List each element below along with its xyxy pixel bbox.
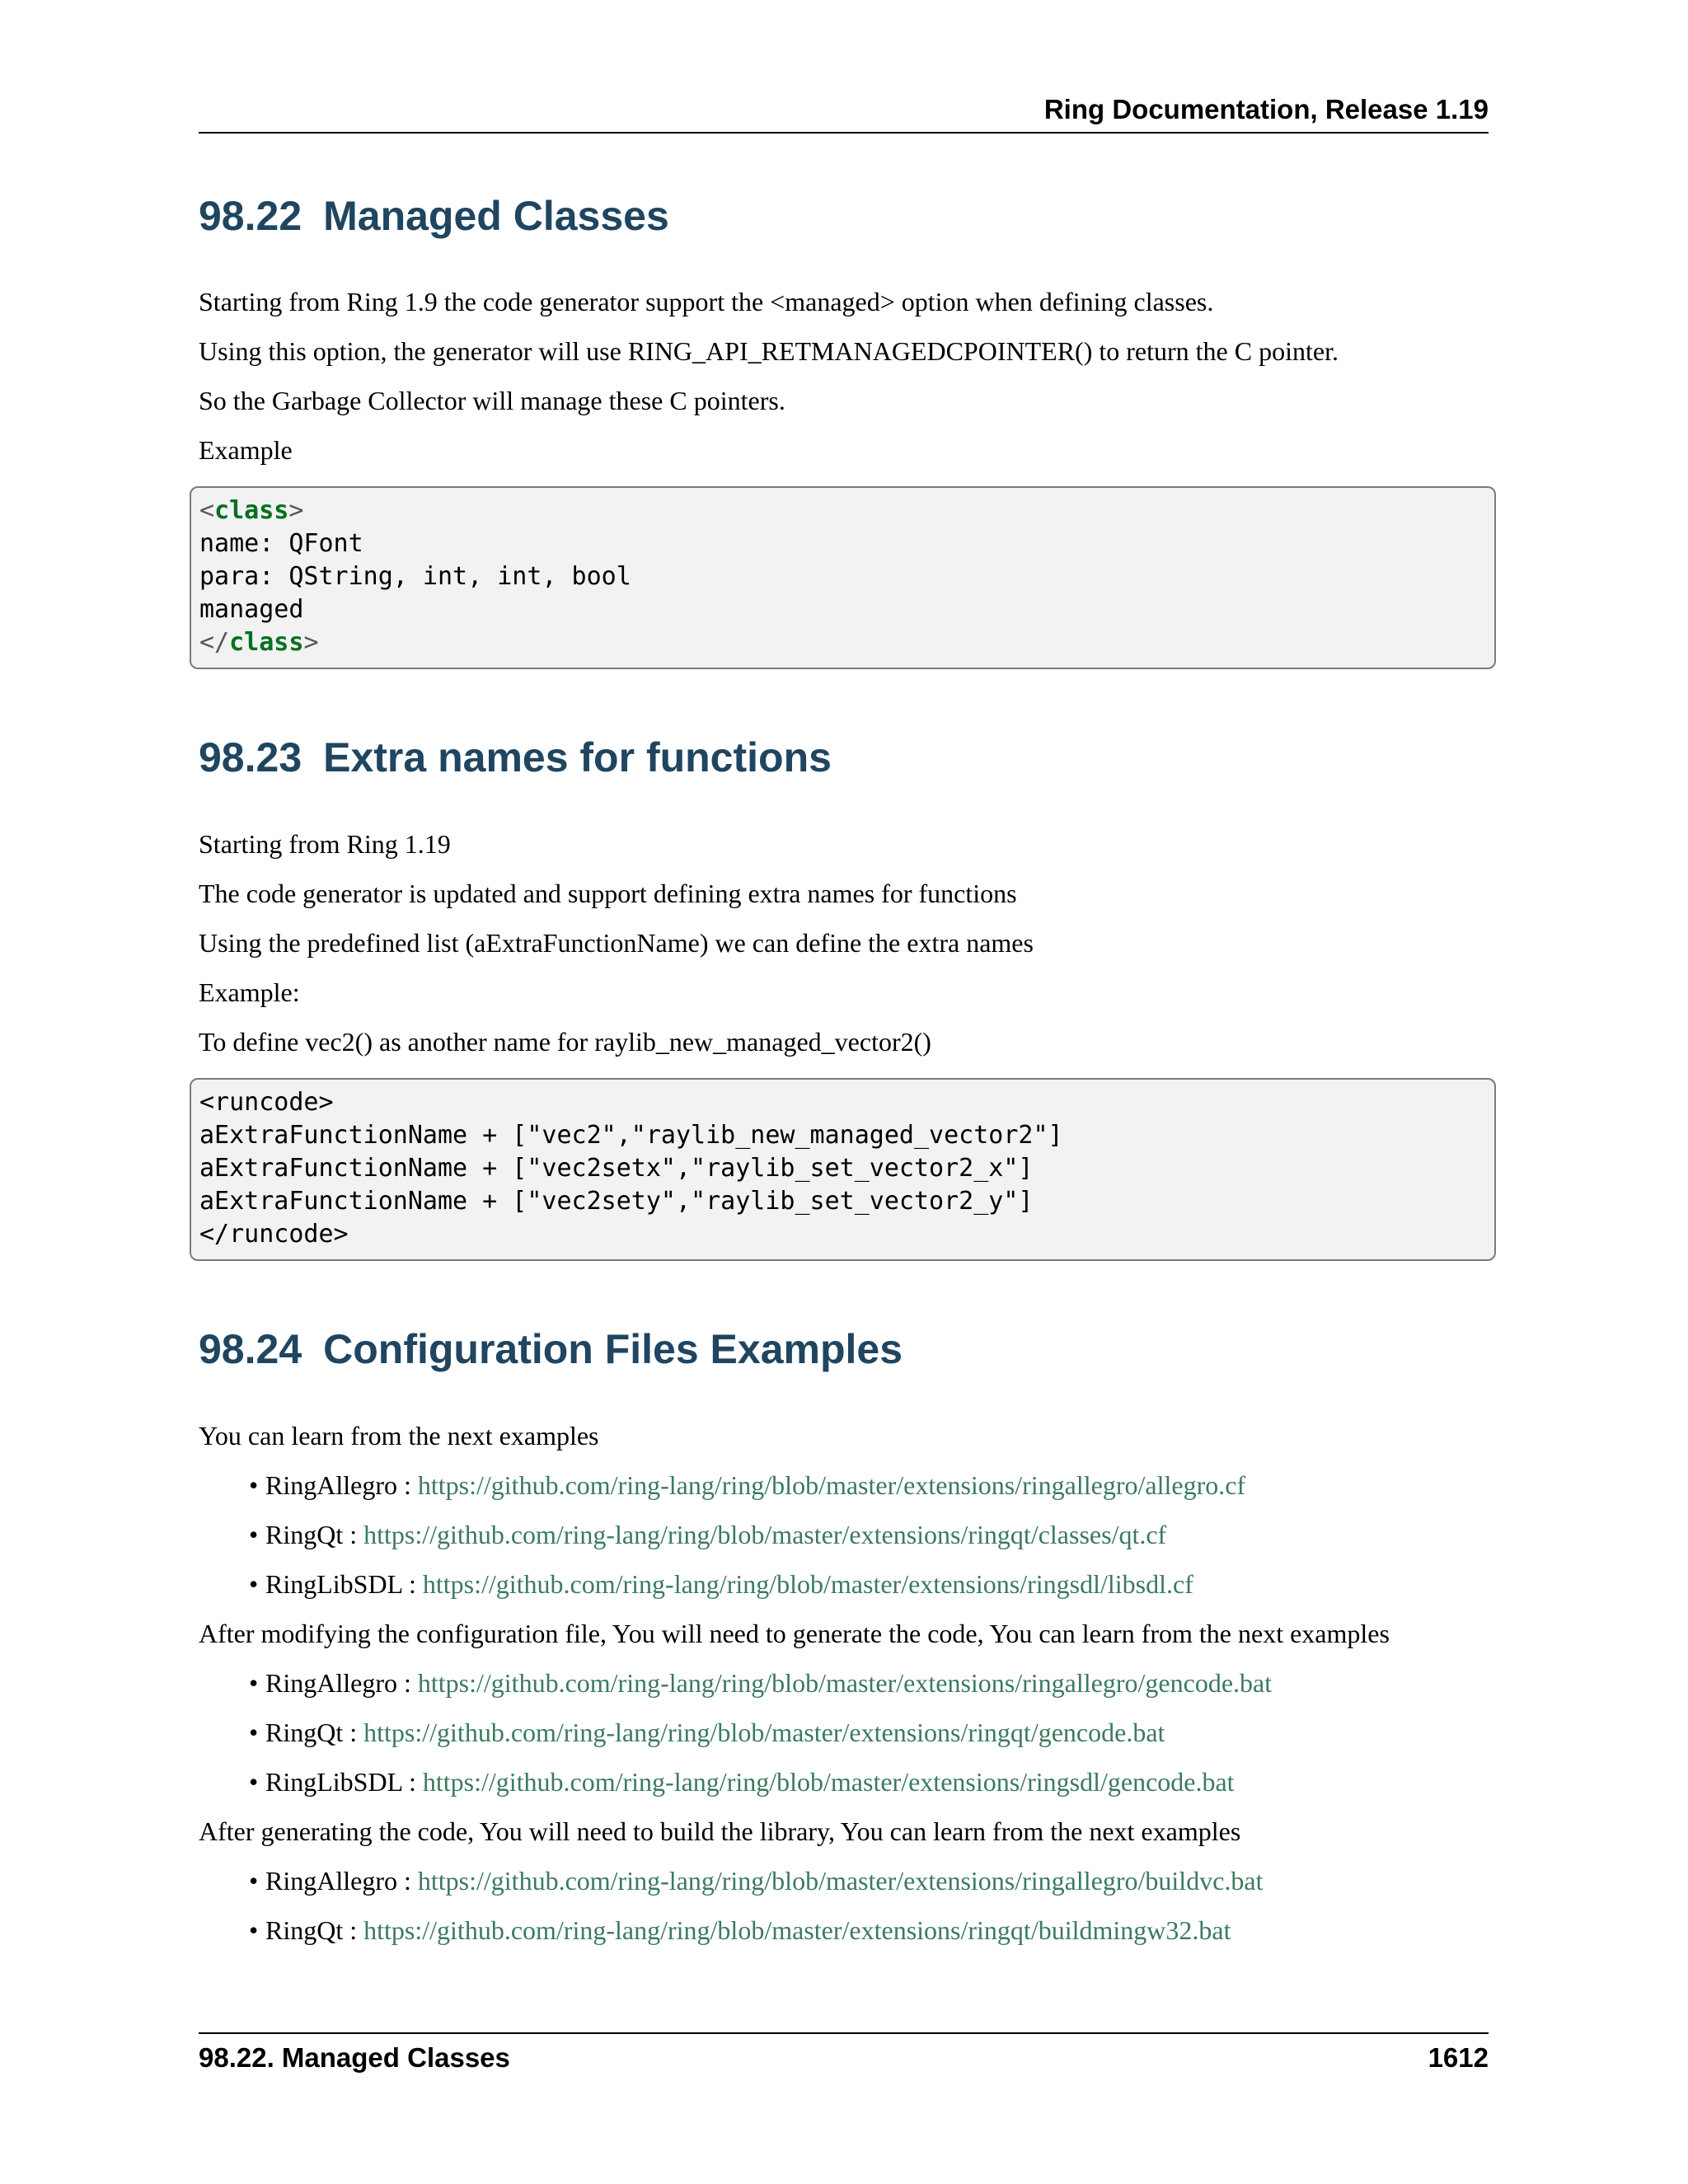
code-line: aExtraFunctionName + ["vec2","raylib_new_managed_vector2"] [199,1121,1063,1150]
list-item: • RingQt : https://github.com/ring-lang/ring/blob/master/extensions/ringqt/gencode.bat [249,1718,1165,1747]
paragraph: The code generator is updated and support defining extra names for functions [199,879,1017,908]
list-item: • RingAllegro : https://github.com/ring-lang/ring/blob/master/extensions/ringallegro/allegro.cf [249,1470,1246,1500]
page-number: 1612 [1428,2042,1489,2073]
list-item: • RingAllegro : https://github.com/ring-lang/ring/blob/master/extensions/ringallegro/buildvc.bat [249,1866,1264,1896]
section-title: Managed Classes [323,193,669,239]
section-number: 98.22 [199,193,302,239]
code-line: managed [199,595,304,624]
footer-section: 98.22. Managed Classes [199,2042,510,2073]
code-line: para: QString, int, int, bool [199,562,631,591]
running-footer [199,2032,1489,2074]
code-line: name: QFont [199,529,363,558]
paragraph: Example: [199,977,300,1007]
section-number: 98.24 [199,1326,302,1372]
code-line: <class> [199,496,304,525]
link[interactable]: https://github.com/ring-lang/ring/blob/master/extensions/ringqt/gencode.bat [363,1718,1165,1747]
section-heading-extra-names [199,733,832,781]
link[interactable]: https://github.com/ring-lang/ring/blob/master/extensions/ringqt/buildmingw32.bat [363,1915,1231,1945]
paragraph: You can learn from the next examples [199,1421,599,1451]
link[interactable]: https://github.com/ring-lang/ring/blob/master/extensions/ringallegro/allegro.cf [417,1470,1246,1500]
code-line: aExtraFunctionName + ["vec2sety","raylib_set_vector2_y"] [199,1187,1034,1216]
code-block-runcode [190,1078,1496,1261]
section-number: 98.23 [199,734,302,780]
code-line: aExtraFunctionName + ["vec2setx","raylib_set_vector2_x"] [199,1154,1034,1183]
link[interactable]: https://github.com/ring-lang/ring/blob/master/extensions/ringsdl/gencode.bat [422,1767,1235,1797]
list-item: • RingQt : https://github.com/ring-lang/ring/blob/master/extensions/ringqt/buildmingw32.bat [249,1915,1231,1945]
list-item: • RingLibSDL : https://github.com/ring-lang/ring/blob/master/extensions/ringsdl/libsdl.cf [249,1569,1193,1599]
list-item: • RingLibSDL : https://github.com/ring-lang/ring/blob/master/extensions/ringsdl/gencode.bat [249,1767,1235,1797]
running-header: Ring Documentation, Release 1.19 [199,94,1489,134]
section-title: Extra names for functions [323,734,832,780]
list-item: • RingQt : https://github.com/ring-lang/ring/blob/master/extensions/ringqt/classes/qt.cf [249,1520,1167,1549]
section-heading-config-files [199,1325,903,1373]
link[interactable]: https://github.com/ring-lang/ring/blob/master/extensions/ringqt/classes/qt.cf [363,1520,1167,1549]
link[interactable]: https://github.com/ring-lang/ring/blob/master/extensions/ringsdl/libsdl.cf [422,1569,1193,1599]
paragraph: So the Garbage Collector will manage these C pointers. [199,386,785,415]
code-line: </runcode> [199,1220,349,1249]
section-heading-managed-classes [199,192,669,240]
paragraph: Starting from Ring 1.9 the code generator support the <managed> option when defining classes. [199,287,1214,316]
paragraph: Starting from Ring 1.19 [199,829,451,859]
paragraph: After modifying the configuration file, You will need to generate the code, You can learn from the next examples [199,1619,1390,1648]
paragraph: To define vec2() as another name for raylib_new_managed_vector2() [199,1027,931,1057]
code-line: <runcode> [199,1088,334,1117]
paragraph: Example [199,435,293,465]
link[interactable]: https://github.com/ring-lang/ring/blob/master/extensions/ringallegro/buildvc.bat [417,1866,1264,1896]
link[interactable]: https://github.com/ring-lang/ring/blob/master/extensions/ringallegro/gencode.bat [417,1668,1273,1698]
paragraph: After generating the code, You will need to build the library, You can learn from the next examples [199,1816,1241,1846]
code-block-class [190,486,1496,669]
section-title: Configuration Files Examples [323,1326,903,1372]
list-item: • RingAllegro : https://github.com/ring-lang/ring/blob/master/extensions/ringallegro/gencode.bat [249,1668,1273,1698]
paragraph: Using this option, the generator will use RING_API_RETMANAGEDCPOINTER() to return the C pointer. [199,336,1339,366]
paragraph: Using the predefined list (aExtraFunctionName) we can define the extra names [199,928,1034,958]
code-line: </class> [199,628,319,657]
